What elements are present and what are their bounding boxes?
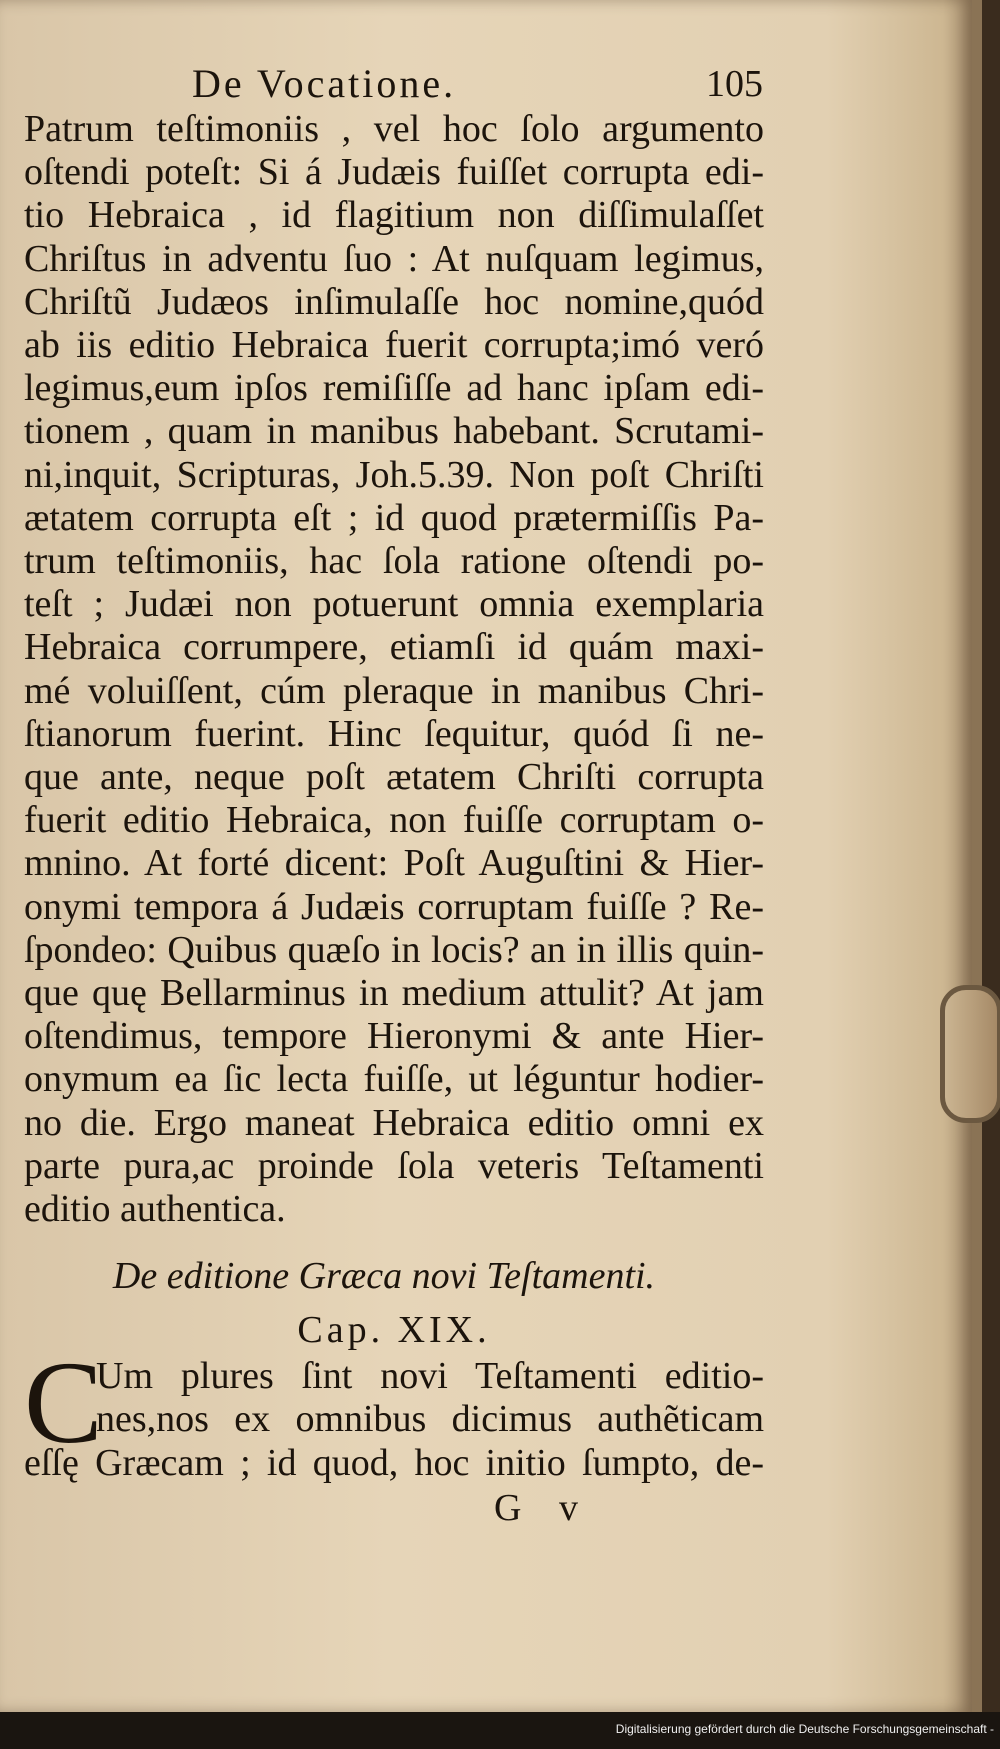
body-line: mé voluiſſent, cúm pleraque in manibus Chri- xyxy=(24,669,764,712)
chapter-paragraph xyxy=(24,1337,764,1485)
body-line: ab iis editio Hebraica fuerit corrupta;imó veró xyxy=(24,324,764,367)
body-line: mnino. At forté dicent: Poſt Auguſtini & Hier- xyxy=(24,842,764,885)
body-line: ſtianorum fuerint. Hinc ſequitur, quód ſi ne- xyxy=(24,712,764,755)
body-line: onymum ea ſic lecta fuiſſe, ut léguntur hodier- xyxy=(24,1058,764,1101)
body-line: eſſę Græcam ; id quod, hoc initio ſumpto, de- xyxy=(24,1441,764,1484)
body-line: que ante, neque poſt ætatem Chriſti corrupta xyxy=(24,756,764,799)
section-heading: De editione Græca novi Teſtamenti. xyxy=(112,1255,656,1298)
body-text xyxy=(24,108,764,1231)
running-head-title: De Vocatione. xyxy=(192,61,457,106)
book-cover-edge xyxy=(982,0,1000,1712)
body-line: tionem , quam in manibus habebant. Scrutami- xyxy=(24,410,764,453)
footer-credit: Digitalisierung gefördert durch die Deutsche Forschungsgemeinschaft - xyxy=(615,1722,994,1736)
body-line: parte pura,ac proinde ſola veteris Teſtamenti xyxy=(24,1144,764,1187)
body-line: oſtendi poteſt: Si á Judæis fuiſſet corrupta edi- xyxy=(24,151,764,194)
body-line: fuerit editio Hebraica, non fuiſſe corruptam o- xyxy=(24,799,764,842)
body-line: tio Hebraica , id flagitium non diſſimulaſſet xyxy=(24,194,764,237)
page-edge xyxy=(972,0,982,1712)
chapter-heading: Cap. XIX. xyxy=(297,1309,491,1352)
body-line: ni,inquit, Scripturas, Joh.5.39. Non poſt Chriſti xyxy=(24,453,764,496)
body-line: que quę Bellarminus in medium attulit? At jam xyxy=(24,972,764,1015)
running-head xyxy=(24,52,764,108)
body-line: onymi tempora á Judæis corruptam fuiſſe ? Re- xyxy=(24,885,764,928)
body-line: no die. Ergo maneat Hebraica editio omni ex xyxy=(24,1101,764,1144)
body-line: oſtendimus, tempore Hieronymi & ante Hier- xyxy=(24,1015,764,1058)
body-line: legimus,eum ipſos remiſiſſe ad hanc ipſam edi- xyxy=(24,367,764,410)
body-line: ætatem corrupta eſt ; id quod prætermiſſis Pa- xyxy=(24,496,764,539)
page-number: 105 xyxy=(706,63,763,105)
body-line: Chriſtus in adventu ſuo : At nuſquam legimus, xyxy=(24,237,764,280)
body-line: Patrum teſtimoniis , vel hoc ſolo argumento xyxy=(24,108,764,150)
drop-cap: C xyxy=(24,1337,103,1469)
book-clasp xyxy=(940,985,1000,1123)
page-text xyxy=(24,52,764,1531)
body-line: Um plures ſint novi Teſtamenti editio- xyxy=(96,1355,764,1398)
body-line: editio authentica. xyxy=(24,1188,286,1231)
body-line: trum teſtimoniis, hac ſola ratione oſtendi po- xyxy=(24,540,764,583)
body-line: Chriſtũ Judæos inſimulaſſe hoc nomine,quód xyxy=(24,280,764,323)
body-line: nes,nos ex omnibus dicimus authẽticam xyxy=(96,1398,764,1441)
signature-mark: G v xyxy=(494,1486,592,1529)
body-line: ſpondeo: Quibus quæſo in locis? an in illis quin- xyxy=(24,928,764,971)
body-line: Hebraica corrumpere, etiamſi id quám maxi- xyxy=(24,626,764,669)
body-line: teſt ; Judæi non potuerunt omnia exemplaria xyxy=(24,583,764,626)
